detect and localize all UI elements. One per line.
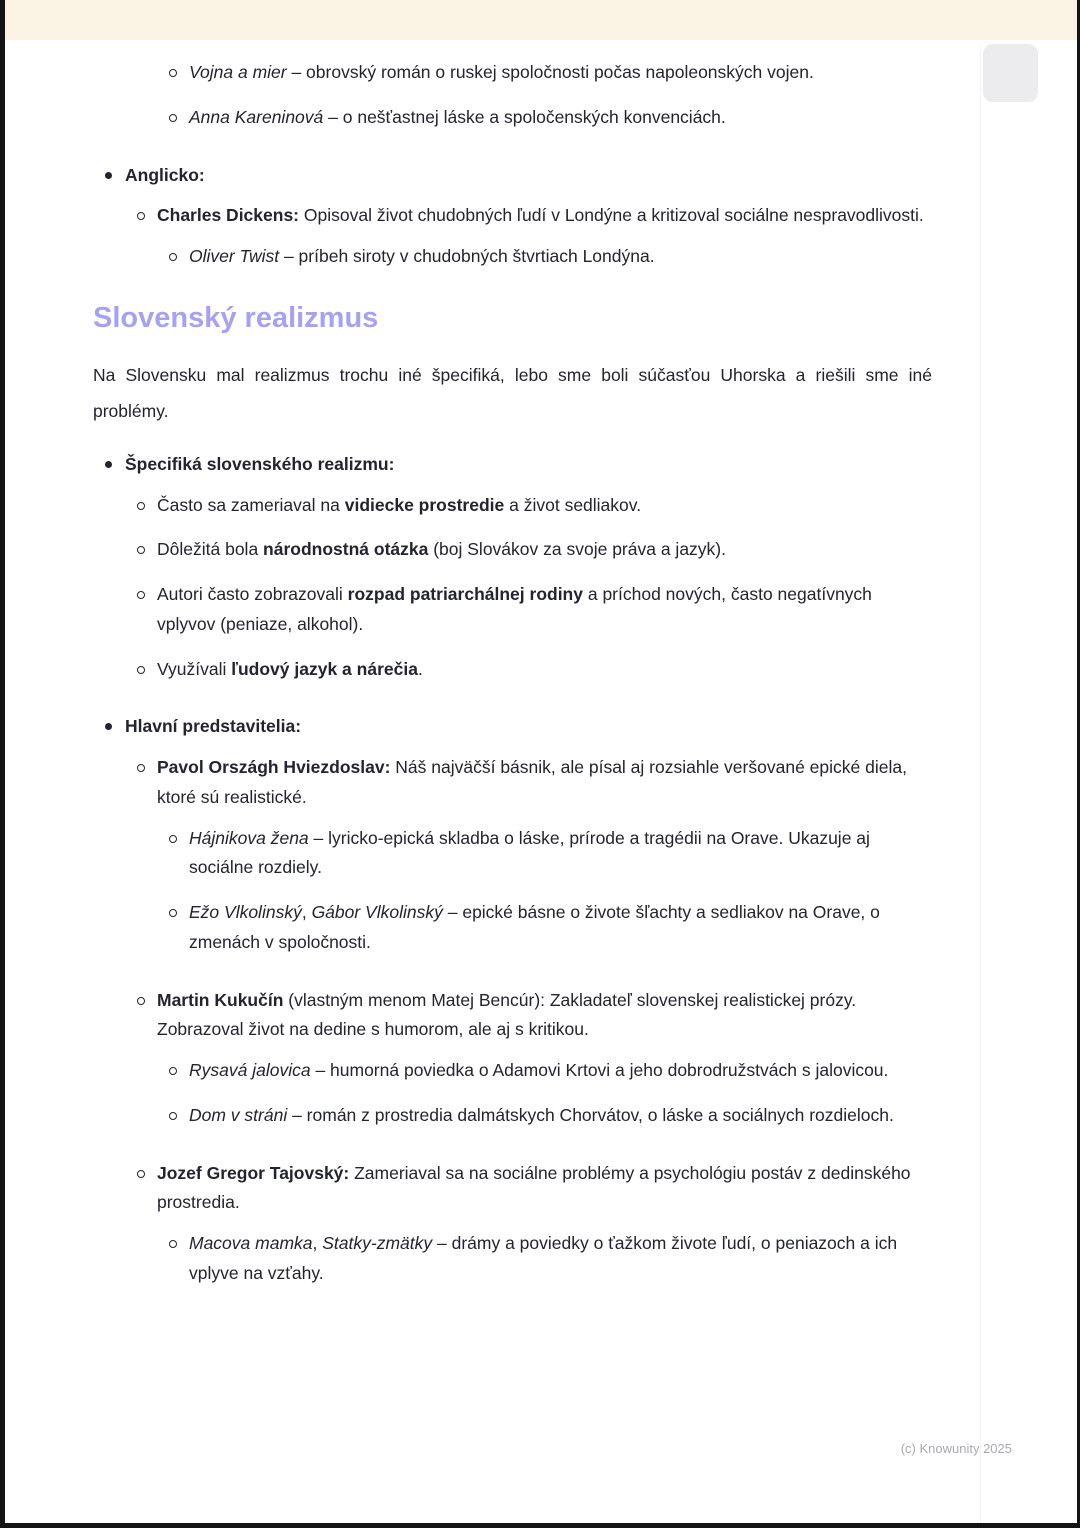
bullet-circle (137, 212, 145, 220)
list-item-text (189, 242, 932, 272)
text-segment: – lyricko-epická skladba o láske, prírode a tragédii na Orave. Ukazuje aj sociálne rozdiely. (189, 827, 870, 878)
text-segment: Vojna a mier (189, 62, 287, 82)
bullet-circle-icon (137, 201, 157, 231)
text-segment: Využívali (157, 658, 232, 679)
watermark: (c) Knowunity 2025 (900, 1441, 1012, 1456)
bullet-circle (169, 69, 177, 77)
bullet-circle-icon (169, 103, 189, 133)
text-segment: Pavol Országh Hviezdoslav: (157, 757, 391, 777)
bullet-circle-icon (137, 491, 157, 521)
paragraph (93, 358, 932, 430)
bullet-disc-icon (105, 712, 125, 742)
text-segment: Hlavní predstavitelia: (125, 716, 302, 737)
list-item-text (157, 580, 932, 640)
bullet-circle-icon (137, 655, 157, 685)
bullet-circle (137, 764, 145, 772)
text-segment: – epické básne o živote šľachty a sedliakov na Orave, o zmenách v spoločnosti. (189, 902, 880, 952)
text-segment: Anglicko: (125, 164, 205, 185)
bullet-disc (105, 723, 112, 730)
text-segment: Gábor Vlkolinský (311, 902, 443, 922)
bullet-circle-icon (137, 580, 157, 640)
list-item (93, 161, 932, 191)
list-item-text (189, 103, 932, 133)
list-item-text (157, 535, 932, 565)
text-segment: Macova mamka (189, 1233, 313, 1253)
list-item-text (157, 986, 932, 1046)
list-item (93, 753, 932, 813)
text-segment: Na Slovensku mal realizmus trochu iné špecifiká, lebo sme boli súčasťou Uhorska a riešili sme iné problémy. (93, 365, 932, 421)
document-page (5, 40, 981, 1523)
bullet-circle (137, 666, 145, 674)
list-item (93, 1159, 932, 1219)
list-item-text (125, 450, 932, 480)
app-background-band (5, 0, 1077, 40)
text-segment: a život sedliakov. (504, 494, 642, 515)
bullet-circle (169, 1067, 177, 1075)
list-item-text (189, 1101, 932, 1131)
list-item (93, 58, 932, 88)
list-item-text (157, 655, 932, 685)
text-segment: Ežo Vlkolinský (189, 902, 302, 922)
bullet-circle-icon (137, 535, 157, 565)
bullet-circle (137, 997, 145, 1005)
list-item-text (189, 824, 932, 884)
text-segment: národnostná otázka (263, 539, 429, 560)
text-segment: rozpad patriarchálnej rodiny (347, 584, 583, 604)
text-segment: Opisoval život chudobných ľudí v Londýne a kritizoval sociálne nespravodlivosti. (299, 205, 924, 226)
text-segment: – humorná poviedka o Adamovi Krtovi a jeho dobrodružstvách s jalovicou. (310, 1060, 889, 1080)
bullet-disc-icon (105, 450, 125, 480)
scrollbar-thumb[interactable] (983, 44, 1038, 102)
list-item (93, 242, 932, 272)
text-segment: Hájnikova žena (189, 827, 309, 848)
list-item-text (125, 161, 932, 191)
document-body (5, 40, 980, 1289)
text-segment: Zameriaval sa na sociálne problémy a psychológiu postáv z dedinského prostredia. (157, 1162, 911, 1213)
text-segment: Rysavá jalovica (189, 1060, 311, 1080)
bullet-circle-icon (137, 986, 157, 1046)
list-item-text (157, 753, 932, 813)
text-segment: a príchod nových, často negatívnych vplyvov (peniaze, alkohol). (157, 584, 872, 634)
bullet-circle (169, 835, 177, 843)
bullet-circle (169, 909, 177, 917)
text-segment: – obrovský román o ruskej spoločnosti počas napoleonských vojen. (286, 62, 814, 82)
list-item-text (189, 1056, 932, 1086)
text-segment: vidiecke prostredie (344, 494, 505, 515)
bullet-circle-icon (169, 242, 189, 272)
text-segment: Martin Kukučín (157, 989, 284, 1010)
text-segment: Oliver Twist (189, 246, 280, 266)
bullet-circle-icon (169, 824, 189, 884)
list-item (93, 535, 932, 565)
bullet-circle (169, 114, 177, 122)
list-item-text (125, 712, 932, 742)
window-edge-left (0, 0, 5, 1528)
bullet-circle (169, 1240, 177, 1248)
bullet-circle (169, 253, 177, 261)
text-segment: ľudový jazyk a nárečia (231, 658, 418, 679)
bullet-disc-icon (105, 161, 125, 191)
bullet-circle-icon (169, 898, 189, 958)
text-segment: (boj Slovákov za svoje práva a jazyk). (428, 539, 726, 560)
text-segment: Náš najväčší básnik, ale písal aj rozsiahle veršované epické diela, ktoré sú realistické. (157, 757, 907, 807)
list-item (93, 580, 932, 640)
text-segment: – príbeh siroty v chudobných štvrtiach Londýna. (279, 246, 655, 266)
list-item (93, 491, 932, 521)
bullet-circle (137, 502, 145, 510)
text-segment: Dôležitá bola (157, 539, 264, 560)
window-edge-bottom (0, 1523, 1080, 1528)
list-item (93, 655, 932, 685)
list-item (93, 1056, 932, 1086)
list-item-text (157, 201, 932, 231)
text-segment: – o nešťastnej láske a spoločenských konvenciách. (323, 106, 726, 127)
text-segment: (vlastným menom Matej Bencúr): Zakladateľ slovenskej realistickej prózy. Zobrazoval život na dedine s humorom, ale aj s kritikou. (157, 989, 857, 1040)
list-item-text (189, 898, 932, 958)
bullet-circle-icon (137, 1159, 157, 1219)
bullet-circle (137, 546, 145, 554)
bullet-circle-icon (169, 1101, 189, 1131)
list-item (93, 824, 932, 884)
list-item (93, 1229, 932, 1289)
bullet-circle (137, 1170, 145, 1178)
text-segment: – drámy a poviedky o ťažkom živote ľudí, o peniazoch a ich vplyve na vzťahy. (189, 1233, 898, 1283)
list-item (93, 201, 932, 231)
list-item (93, 986, 932, 1046)
list-item (93, 450, 932, 480)
list-item-text (189, 58, 932, 88)
bullet-circle-icon (169, 58, 189, 88)
bullet-circle-icon (169, 1056, 189, 1086)
bullet-circle (169, 1112, 177, 1120)
list-item-text (189, 1229, 932, 1289)
text-segment: Anna Kareninová (189, 106, 324, 127)
text-segment: Často sa zameriaval na (157, 494, 345, 515)
bullet-circle (137, 591, 145, 599)
section-heading: Slovenský realizmus (93, 301, 379, 334)
text-segment: Charles Dickens: (157, 205, 300, 226)
bullet-disc (105, 461, 112, 468)
text-segment: , (301, 902, 312, 922)
list-item (93, 712, 932, 742)
text-segment: Špecifiká slovenského realizmu: (125, 453, 395, 474)
list-item (93, 103, 932, 133)
list-item (93, 898, 932, 958)
text-segment: Jozef Gregor Tajovský: (157, 1162, 350, 1183)
bullet-disc (105, 172, 112, 179)
bullet-circle-icon (169, 1229, 189, 1289)
text-segment: Autori často zobrazovali (157, 584, 348, 604)
list-item (93, 1101, 932, 1131)
bullet-circle-icon (137, 753, 157, 813)
text-segment: Dom v stráni (189, 1104, 288, 1125)
list-item-text (157, 491, 932, 521)
list-item-text (157, 1159, 932, 1219)
text-segment: . (417, 658, 423, 679)
text-segment: , (312, 1233, 323, 1253)
text-segment: Statky-zmätky (322, 1233, 433, 1253)
text-segment: – román z prostredia dalmátskych Chorvátov, o láske a sociálnych rozdieloch. (287, 1104, 894, 1125)
